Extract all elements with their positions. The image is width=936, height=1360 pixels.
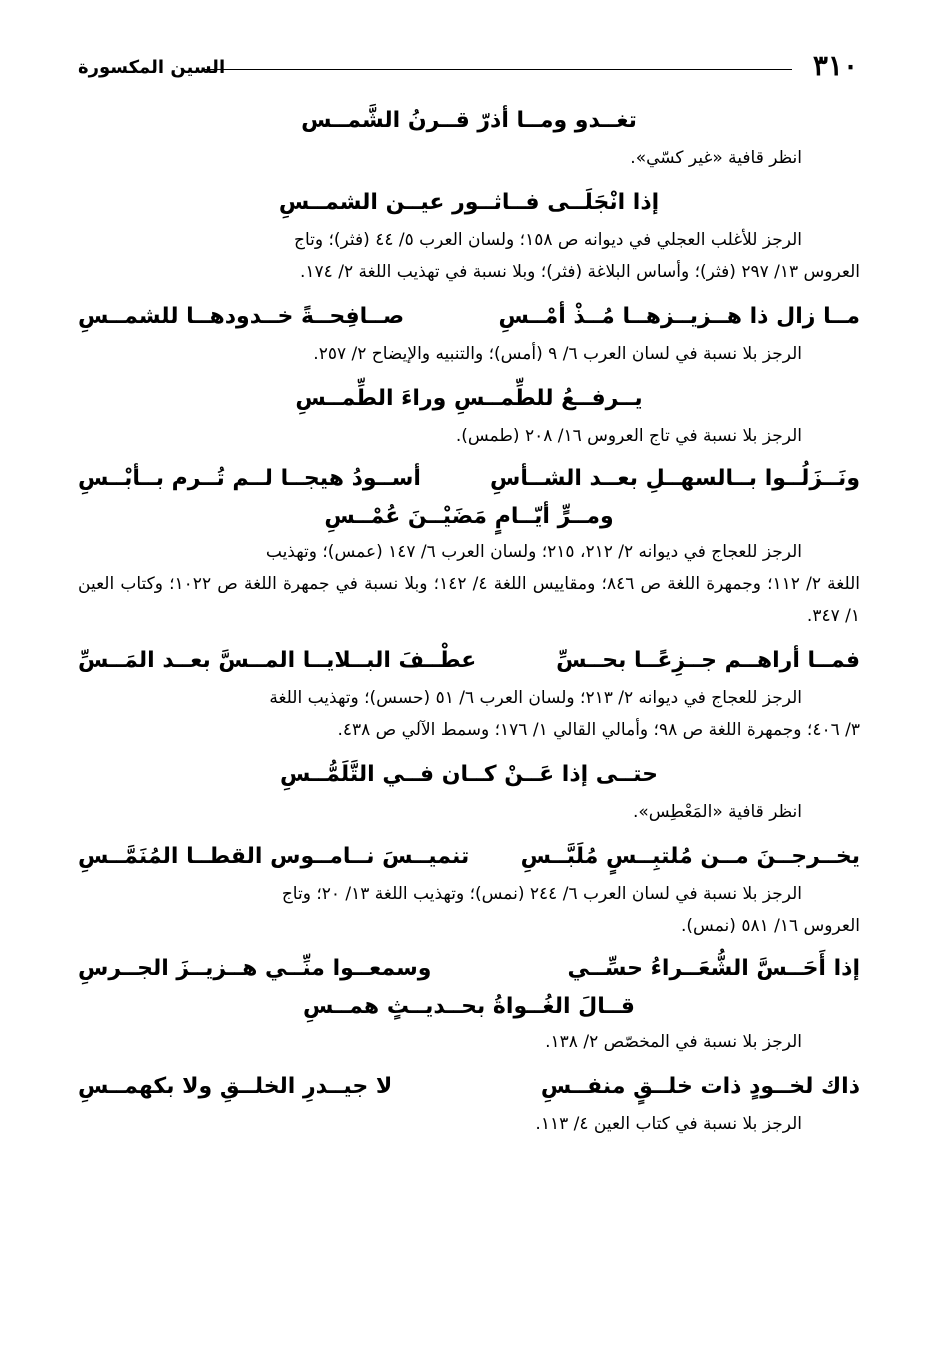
verse-hemistich-second: تنميــسَ نــامــوس القطــا المُنَمَّــسِ: [78, 844, 470, 869]
page-header: [78, 48, 858, 84]
source-note-line: العروس ١٦/ ٥٨١ (نمس).: [681, 916, 860, 936]
verse-line: [78, 1066, 860, 1108]
verse-hemistich-first: مــا زال ذا هــزيــزهــا مُــذْ أمْــسِ: [498, 304, 860, 329]
verse-hemistich-first: إذا أَحَــسَّ الشُّعَــراءُ حسِّــي: [567, 956, 860, 981]
source-note: انظر قافية «غير كسّي».: [630, 148, 802, 168]
source-note: [78, 536, 860, 632]
source-note: [78, 224, 860, 288]
source-note-line: العروس ١٣/ ٢٩٧ (فثر)؛ وأساس البلاغة (فثر)؛ وبلا نسبة في تهذيب اللغة ٢/ ١٧٤.: [300, 262, 860, 282]
source-note-line: الرجز للعجاج في ديوانه ٢/ ٢١٢، ٢١٥؛ ولسان العرب ٦/ ١٤٧ (عمس)؛ وتهذيب: [265, 542, 802, 562]
source-note: [78, 878, 860, 942]
source-note: [78, 682, 860, 746]
source-note: الرجز بلا نسبة في كتاب العين ٤/ ١١٣.: [535, 1114, 802, 1134]
source-note: انظر قافية «المَعْطِس».: [632, 802, 802, 822]
verse-line: [78, 296, 860, 338]
verse-line: [78, 460, 860, 498]
header-rule: [204, 69, 792, 70]
page-content: [78, 100, 860, 1142]
verse-hemistich-second: أســودُ هيجــا لــم تُــرم بــأبْــسِ: [78, 466, 421, 491]
page-number: ٣١٠: [812, 49, 858, 82]
verse-line: [78, 836, 860, 878]
verse-hemistich-second: صــافِحــةً خــدودهــا للشمــسِ: [78, 304, 405, 329]
verse-line: يــرفــعُ للطِّمــسِ وراءَ الطِّمــسِ: [295, 386, 643, 411]
verse-line: [78, 640, 860, 682]
source-note-line: الرجز بلا نسبة في لسان العرب ٦/ ٢٤٤ (نمس)؛ وتهذيب اللغة ١٣/ ٢٠؛ وتاج: [281, 884, 802, 904]
verse-line: إذا انْجَلَــى فــاثــور عيــن الشمــسِ: [278, 190, 660, 215]
verse-line: تغــدو ومــا أذرّ قــرنُ الشَّمــس: [301, 108, 637, 133]
verse-hemistich-second: عطْــفَ البــلايــا المــسَّ بعــد المَــسِّ: [78, 648, 477, 673]
source-note: الرجز بلا نسبة في تاج العروس ١٦/ ٢٠٨ (طمس).: [455, 426, 802, 446]
verse-line: قــالَ الغُــواةُ بحــديــثٍ همــسِ: [303, 994, 635, 1019]
verse-line: حتــى إذا عَــنْ كــان فــي التَّلَمُّــسِ: [280, 762, 658, 787]
verse-line: [78, 950, 860, 988]
source-note-line: الرجز للعجاج في ديوانه ٢/ ٢١٣؛ ولسان العرب ٦/ ٥١ (حسس)؛ وتهذيب اللغة: [269, 688, 802, 708]
source-note-line: اللغة ٢/ ١١٢؛ وجمهرة اللغة ص ٨٤٦؛ ومقاييس اللغة ٤/ ١٤٢؛ وبلا نسبة في جمهرة اللغة ص ١٠٢٢؛ وكتاب العين ١/ ٣٤٧.: [78, 574, 860, 626]
source-note-line: ٣/ ٤٠٦؛ وجمهرة اللغة ص ٩٨؛ وأمالي القالي ١/ ١٧٦؛ وسمط الآلي ص ٤٣٨.: [337, 720, 860, 740]
verse-hemistich-first: يخــرجــنَ مــن مُلتبِــسٍ مُلَبَّــسِ: [520, 844, 860, 869]
source-note-line: الرجز للأغلب العجلي في ديوانه ص ١٥٨؛ ولسان العرب ٥/ ٤٤ (فثر)؛ وتاج: [293, 230, 802, 250]
verse-hemistich-second: وسمعــوا منِّــي هــزيــزَ الجــرسِ: [78, 956, 432, 981]
source-note: الرجز بلا نسبة في لسان العرب ٦/ ٩ (أمس)؛ والتنبيه والإيضاح ٢/ ٢٥٧.: [313, 344, 802, 364]
source-note: الرجز بلا نسبة في المخصّص ٢/ ١٣٨.: [545, 1032, 802, 1052]
verse-line: ومــرٍّ أيّــامٍ مَضَيْــنَ عُمْــسِ: [324, 504, 614, 529]
verse-hemistich-first: فمــا أراهــم جــزِعًــا بحــسِّ: [556, 648, 860, 673]
running-title: السين المكسورة: [78, 57, 226, 78]
verse-hemistich-first: ذاك لخــودٍ ذات خلــقٍ منفــسِ: [540, 1074, 860, 1099]
verse-hemistich-second: لا جيــدرِ الخلــقِ ولا بكهمــسِ: [78, 1074, 393, 1099]
verse-hemistich-first: ونَــزَلُــوا بــالسهــلِ بعــد الشــأسِ: [490, 466, 860, 491]
